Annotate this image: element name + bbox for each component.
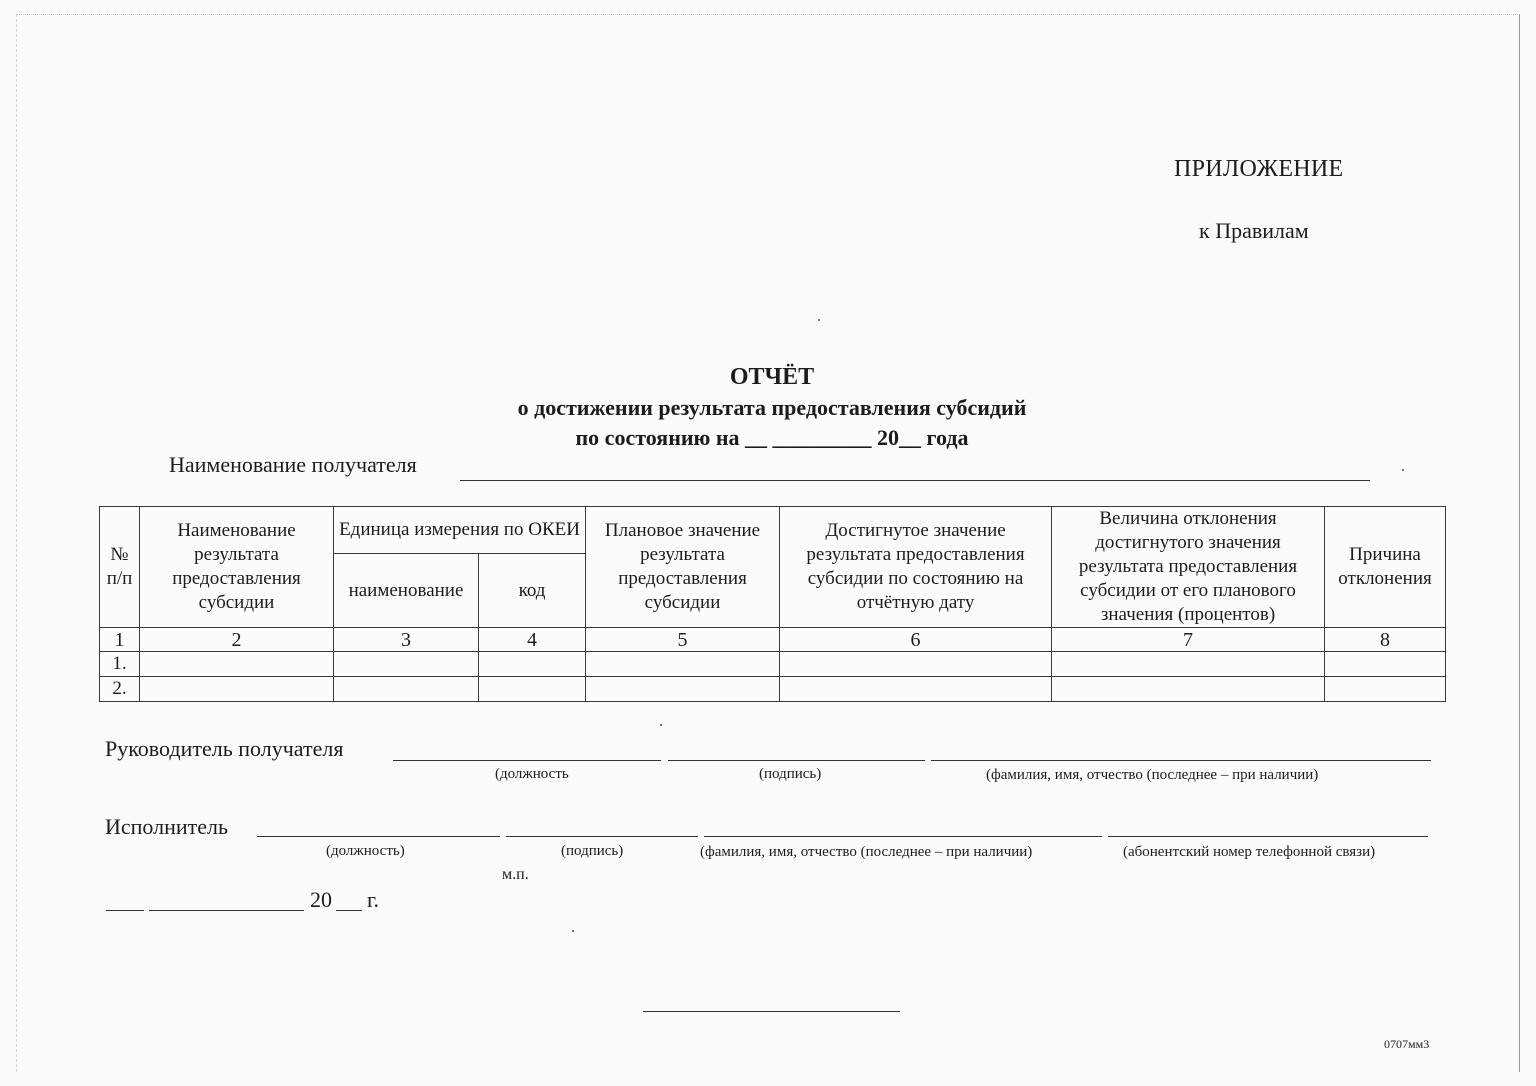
column-number: 6 [780,628,1052,652]
date-year-line[interactable] [336,910,362,911]
col-header-result: Наименование результата предоставления субсидии [140,507,334,628]
table-cell[interactable] [780,677,1052,702]
column-number-row [100,628,1446,652]
executor-signature-caption: (подпись) [561,843,624,859]
annex-subheading: к Правилам [1199,218,1309,243]
report-title: ОТЧЁТ [729,364,815,390]
recipient-field-line[interactable] [460,480,1370,481]
scan-speck [1402,469,1404,471]
executor-name-line[interactable] [704,836,1102,837]
head-name-caption: (фамилия, имя, отчество (последнее – при наличии) [986,767,1319,783]
table-cell[interactable] [1052,652,1325,677]
annex-heading: ПРИЛОЖЕНИЕ [1174,156,1344,182]
stamp-place-label: м.п. [502,866,529,883]
table-cell[interactable] [1052,677,1325,702]
date-year-suffix: г. [367,887,380,912]
table-cell[interactable] [479,652,586,677]
col-header-plan: Плановое значение результата предоставления субсидии [586,507,780,628]
column-number: 5 [586,628,780,652]
table-cell[interactable] [1325,652,1446,677]
scan-speck [818,319,820,321]
date-month-line[interactable] [149,910,304,911]
col-header-reason: Причина отклонения [1325,507,1446,628]
table-cell[interactable] [140,677,334,702]
scan-speck [572,930,574,932]
recipient-label: Наименование получателя [169,452,417,477]
table-cell[interactable] [780,652,1052,677]
table-cell[interactable] [334,677,479,702]
col-header-deviation: Величина отклонения достигнутого значения результата предоставления субсидии от его планового значения (процентов) [1052,507,1325,628]
table-cell[interactable] [479,677,586,702]
head-signature-caption: (подпись) [759,766,822,782]
footer-code: 0707мм3 [1384,1037,1430,1051]
executor-position-caption: (должность) [326,843,405,859]
executor-label: Исполнитель [105,814,229,839]
col-header-number: № п/п [100,507,140,628]
table-cell[interactable] [1325,677,1446,702]
scan-speck [660,724,662,726]
table-row [100,677,1446,702]
column-number: 8 [1325,628,1446,652]
column-number: 1 [100,628,140,652]
head-position-caption: (должность [495,766,569,782]
row-number: 2. [100,677,140,702]
head-position-line[interactable] [393,760,661,761]
table-cell[interactable] [586,677,780,702]
col-header-unit-code: код [479,554,586,628]
column-number: 3 [334,628,479,652]
bottom-rule [643,1011,900,1012]
column-number: 2 [140,628,334,652]
col-header-achieved: Достигнутое значение результата предоставления субсидии по состоянию на отчётную дату [780,507,1052,628]
head-signature-line[interactable] [668,760,925,761]
date-day-line[interactable] [106,910,144,911]
table-cell[interactable] [586,652,780,677]
table-cell[interactable] [334,652,479,677]
head-signature-label: Руководитель получателя [105,736,344,761]
col-header-unit-name: наименование [334,554,479,628]
column-number: 7 [1052,628,1325,652]
executor-signature-line[interactable] [506,836,698,837]
report-subtitle: о достижении результата предоставления субсидий [517,395,1027,420]
column-number: 4 [479,628,586,652]
executor-position-line[interactable] [257,836,500,837]
report-date-line: по состоянию на __ _________ 20__ года [575,425,969,450]
row-number: 1. [100,652,140,677]
report-table [99,506,1446,702]
table-row [100,652,1446,677]
table-cell[interactable] [140,652,334,677]
executor-name-caption: (фамилия, имя, отчество (последнее – при наличии) [700,844,1033,860]
executor-phone-line[interactable] [1108,836,1428,837]
executor-phone-caption: (абонентский номер телефонной связи) [1123,844,1376,860]
head-name-line[interactable] [931,760,1431,761]
date-year-prefix: 20 [310,887,332,912]
col-header-unit: Единица измерения по ОКЕИ [334,507,586,554]
